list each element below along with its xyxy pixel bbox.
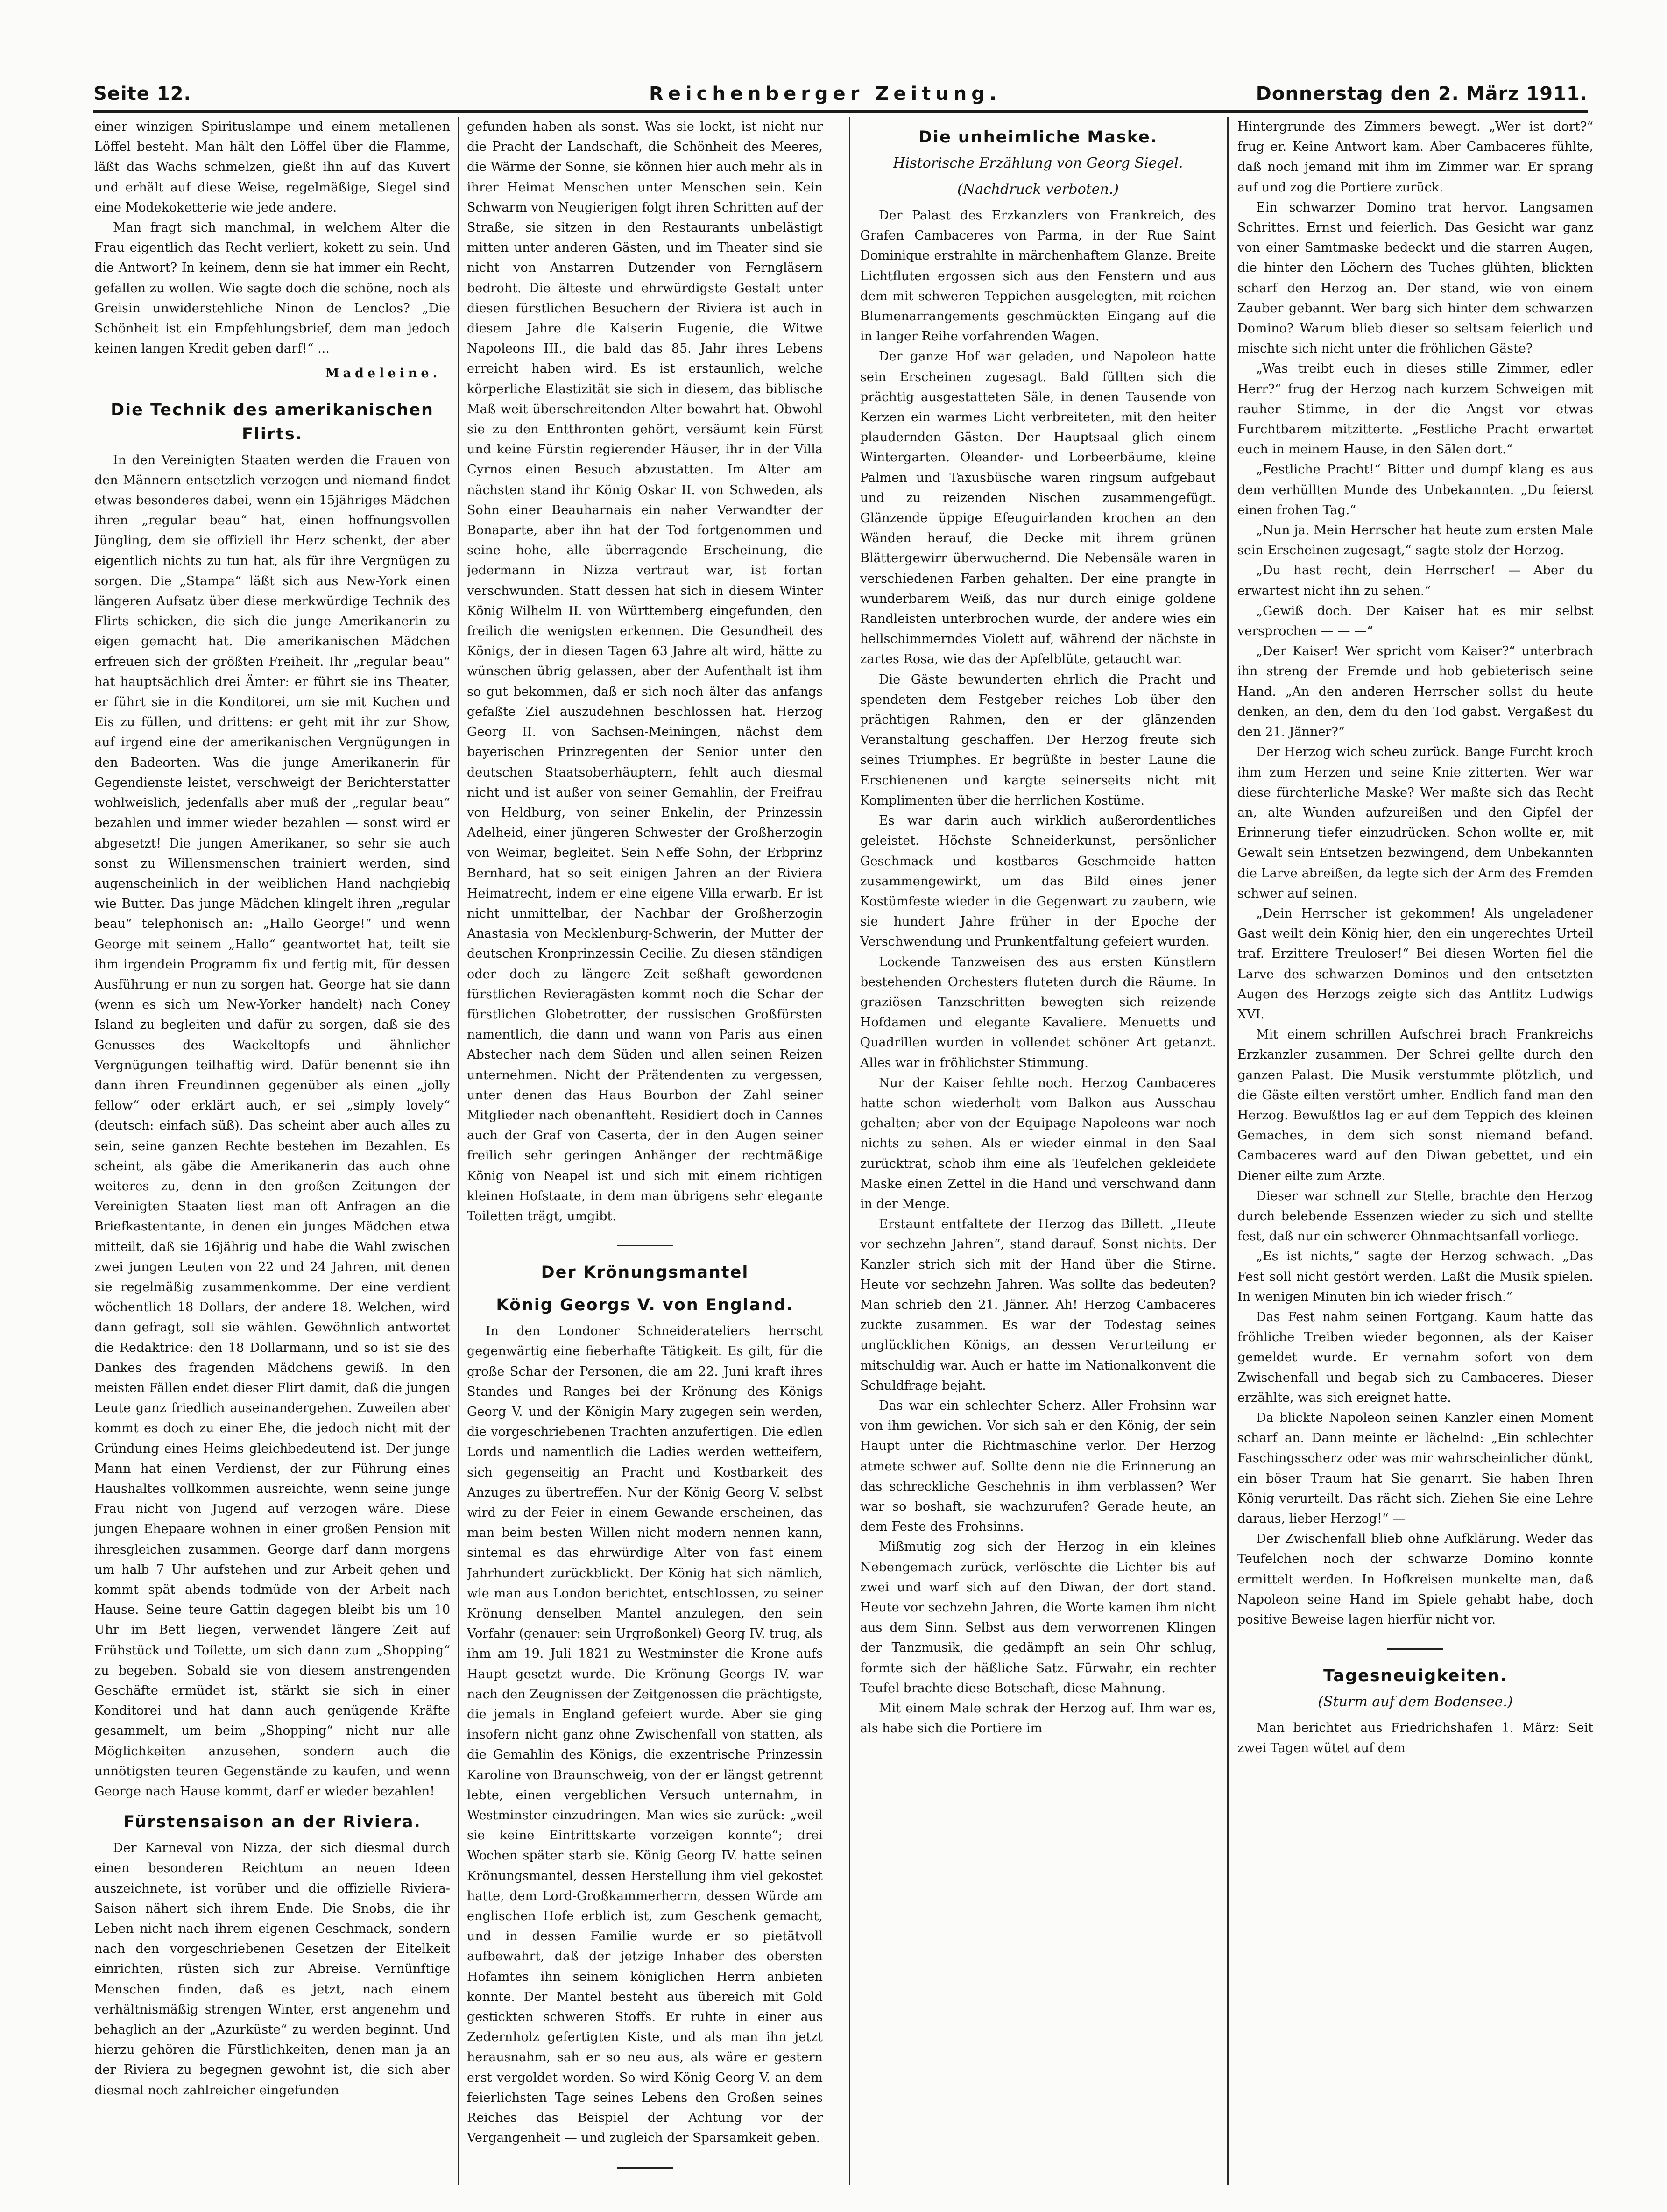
article-paragraph: Der Palast des Erzkanzlers von Frankreich, des Grafen Cambaceres von Parma, in der Rue Saint Dominique erstrahlte in märchenhaftem Glanze. Breite Lichtfluten ergossen sich aus den Fenstern und aus dem mit schweren Teppichen ausgelegten, mit reichen Blumenarrangements geschmückten Eingang auf die in langer Reihe vorfahrenden Wagen. bbox=[860, 208, 1216, 344]
article-separator bbox=[1387, 1648, 1443, 1650]
article-paragraph: Mit einem schrillen Aufschrei brach Frankreichs Erzkanzler zusammen. Der Schrei gellte durch den ganzen Palast. Die Musik verstummte plötzlich, und die Gäste eilten verstört umher. Endlich fand man den Herzog. Bewußtlos lag er auf dem Teppich des kleinen Gemaches, in dem sich sonst niemand befand. Cambaceres ward auf den Diwan gebettet, und ein Diener eilte zum Arzte. bbox=[1237, 1027, 1593, 1183]
article-paragraph: Dieser war schnell zur Stelle, brachte den Herzog durch belebende Essenzen wieder zu sich und stellte fest, daß nur ein schwerer Ohnmachtsanfall vorliege. bbox=[1237, 1188, 1593, 1244]
article-paragraph: Der ganze Hof war geladen, und Napoleon hatte sein Erscheinen zugesagt. Bald füllten sich die prächtig ausgestatteten Säle, in denen Tausende von Kerzen ein warmes Licht verbreiteten, mit den heiter plaudernden Gästen. Der Hauptsaal glich einem Wintergarten. Oleander- und Lorbeerbäume, kleine Palmen und Taxusbüsche waren ringsum aufgebaut und zu reizenden Nischen zusammengefügt. Glänzende üppige Efeuguirlanden krochen an den Wänden herauf, die Decke mit ihrem grünen Blättergewirr überwuchernd. Die Nebensäle waren in verschiedenen Farben gehalten. Der eine prangte in wunderbarem Weiß, das nur durch einige goldene Randleisten unterbrochen wurde, der andere wies ein hellschimmerndes Violett auf, während der nächste in zartes Rosa, wie das der Apfelblüte, getaucht war. bbox=[860, 349, 1216, 667]
article-title-coronation-line2: König Georgs V. von England. bbox=[496, 1296, 794, 1315]
news-item-heading: (Sturm auf dem Bodensee.) bbox=[1318, 1694, 1513, 1710]
article-paragraph: Mißmutig zog sich der Herzog in ein kleines Nebengemach zurück, verlöschte die Lichter bis auf zwei und warf sich auf den Diwan, der dort stand. Heute vor sechzehn Jahren, die Worte kamen ihm nicht aus dem Sinn. Selbst aus dem verworrenen Klingen der Tanzmusik, die gedämpft an sein Ohr schlug, formte sich der häßliche Satz. Fürwahr, ein rechter Teufel brachte diese Botschaft, diese Mahnung. bbox=[860, 1540, 1216, 1696]
newspaper-title: Reichenberger Zeitung. bbox=[649, 83, 1002, 105]
page-number: Seite 12. bbox=[93, 83, 191, 105]
article-paragraph: gefunden haben als sonst. Was sie lockt, ist nicht nur die Pracht der Landschaft, die Schönheit des Meeres, die Wärme der Sonne, sie können hier auch mehr als in ihrer Heimat Menschen unter Menschen sein. Kein Schwarm von Neugierigen folgt ihren Schritten auf der Straße, sie sitzen in den Restaurants unbelästigt mitten unter anderen Gästen, und im Theater sind sie nicht von Anstarren Dutzender von Ferngläsern bedroht. Die älteste und ehrwürdigste Gestalt unter diesen fürstlichen Besuchern der Riviera ist auch in diesem Jahre die Kaiserin Eugenie, die Witwe Napoleons III., die bald das 85. Jahr ihres Lebens erreicht haben wird. Es ist erstaunlich, welche körperliche Elastizität sie sich in diesem, das biblische Maß weit überschreitenden Alter bewahrt hat. Obwohl sie zu den Entthronten gehört, versäumt kein Fürst und keine Fürstin regierender Häuser, ihr in der Villa Cyrnos einen Besuch abzustatten. Im Alter am nächsten stand ihr König Oskar II. von Schweden, als Sohn einer Beauharnais ein naher Verwandter der Bonaparte, aber ihn hat der Tod fortgenommen und seine hohe, alle überragende Erscheinung, die jedermann in Nizza vertraut war, ist fortan verschwunden. Statt dessen hat sich in diesem Winter König Wilhelm II. von Württemberg eingefunden, den freilich die wenigsten erkennen. Die Gesundheit des Königs, der in diesen Tagen 63 Jahre alt wird, hätte zu wünschen übrig gelassen, aber der Aufenthalt ist ihm so gut bekommen, daß er sich noch älter das anfangs gefaßte Ziel auszudehnen beschlossen hat. Herzog Georg II. von Sachsen-Meiningen, nächst dem bayerischen Prinzregenten der Senior unter den deutschen Staatsoberhäuptern, fehlt auch diesmal nicht und ist außer von seiner Gemahlin, der Freifrau von Heldburg, von seiner Enkelin, der Prinzessin Adelheid, einer jüngeren Schwester der Großherzogin von Weimar, begleitet. Sein Neffe Sohn, der Erbprinz Bernhard, hat so seit einigen Jahren an der Riviera Heimatrecht, indem er eine eigene Villa erwarb. Er ist nicht unmittelbar, der Nachbar der Großherzogin Anastasia von Mecklenburg-Schwerin, der Mutter der deutschen Kronprinzessin Cecilie. Zu diesen ständigen oder doch zu längere Zeit seßhaft gewordenen fürstlichen Revieragästen kommt noch die Schar der fürstlichen Globetrotter, der russischen Großfürsten namentlich, die dann und wann von Paris aus einen Abstecher nach dem Süden und allen seinen Reizen unternehmen. Nicht der Prätendenten zu vergessen, unter denen das Haus Bourbon der Zahl seiner Mitglieder nach obenanfteht. Residiert doch in Cannes auch der Graf von Caserta, der in den Augen seiner freilich sehr geringen Anhänger der rechtmäßige König von Neapel ist und sich mit einem richtigen kleinen Hofstaate, in dem man übrigens sehr elegante Toiletten trägt, umgibt. bbox=[467, 120, 823, 1223]
article-paragraph: Das Fest nahm seinen Fortgang. Kaum hatte das fröhliche Treiben wieder begonnen, als der Kaiser gemeldet wurde. Er vernahm sofort von dem Zwischenfall und begab sich zu Cambaceres. Dieser erzählte, was sich ereignet hatte. bbox=[1237, 1309, 1593, 1405]
reprint-note: (Nachdruck verboten.) bbox=[957, 181, 1119, 198]
article-paragraph: In den Vereinigten Staaten werden die Frauen von den Männern entsetzlich verzogen und niemand findet etwas besonderes dabei, wenn ein 15jähriges Mädchen ihren „regular beau“ hat, einen hoffnungsvollen Jüngling, dem sie offiziell ihr Herz schenkt, der aber eigentlich nichts zu tun hat, als für ihre Vergnügen zu sorgen. Die „Stampa“ läßt sich aus New-York einen längeren Aufsatz über diese merkwürdige Technik des Flirts schicken, die sich die junge Amerikanerin zu eigen gemacht hat. Die amerikanischen Mädchen erfreuen sich der größten Freiheit. Ihr „regular beau“ hat hauptsächlich drei Ämter: er führt sie ins Theater, er führt sie in die Konditorei, um sie mit Kuchen und Eis zu füllen, und drittens: er geht mit ihr zur Show, auf irgend eine der amerikanischen Vergnügungen in den Badeorten. Was die junge Amerikanerin für Gegendienste leistet, verschweigt der Berichterstatter wohlweislich, jedenfalls aber muß der „regular beau“ bezahlen und immer wieder bezahlen — sonst wird er abgesetzt! Die jungen Amerikaner, so sehr sie auch sonst zu Willensmenschen trainiert werden, sind augenscheinlich in der weiblichen Hand nachgiebig wie Butter. Das junge Mädchen klingelt ihren „regular beau“ telephonisch an: „Hallo George!“ und wenn George mit seinem „Hallo“ geantwortet hat, teilt sie ihm irgendein Programm fix und fertig mit, für dessen Ausführung er nun zu sorgen hat. George hat sie dann (wenn es sich um New-Yorker handelt) nach Coney Island zu begleiten und dafür zu sorgen, daß sie des Genusses des Wackeltopfs und ähnlicher Vergnügungen teilhaftig wird. Dafür benennt sie ihn dann ihren Freundinnen gegenüber als einen „jolly fellow“ oder erklärt auch, er sei „simply lovely“ (deutsch: einfach süß). Das scheint aber auch alles zu sein, seine ganzen Rechte bestehen im Bezahlen. Es scheint, als gäbe die Amerikanerin das auch ohne weiteres zu, denn in den großen Zeitungen der Vereinigten Staaten liest man oft Anfragen an die Briefkastentante, in denen ein junges Mädchen etwa mitteilt, daß sie 16jährig und habe die Wahl zwischen zwei jungen Leuten von 22 und 24 Jahren, mit denen sie regelmäßig zusammenkomme. Der eine verdient wöchentlich 18 Dollars, der andere 18. Welchen, wird dann gefragt, soll sie wählen. Gewöhnlich antwortet die Redaktrice: den 18 Dollarmann, und so ist sie des Dankes des fragenden Mädchens gewiß. In den meisten Fällen endet dieser Flirt damit, daß die jungen Leute ganz friedlich auseinandergehen. Zuweilen aber kommt es doch zu einer Ehe, die jedoch nicht mit der Gründung eines Heims gleichbedeutend ist. Der junge Mann hat einen Verdienst, der zur Führung eines Haushaltes vollkommen ausreichte, wenn seine junge Frau nicht von Jugend auf verzogen wäre. Diese jungen Ehepaare wohnen in einer großen Pension mit ihresgleichen zusammen. George darf dann morgens um halb 7 Uhr aufstehen und zur Arbeit gehen und kommt spät abends todmüde von der Arbeit nach Hause. Seine teure Gattin dagegen bleibt bis um 10 Uhr im Bett liegen, verwendet längere Zeit auf Frühstück und Toilette, um sich dann zum „Shopping“ zu begeben. Sobald sie von diesem anstrengenden Geschäfte ermüdet ist, stärkt sie sich in einer Konditorei und hat dann auch genügende Kräfte gesammelt, um beim „Shopping“ nicht nur alle Möglichkeiten anzusehen, sondern auch die unnötigsten teuren Gegenstände zu kaufen, und wenn George nach Hause kommt, darf er wieder bezahlen! bbox=[94, 452, 450, 1799]
article-paragraph: Es war darin auch wirklich außerordentliches geleistet. Höchste Schneiderkunst, persönlicher Geschmack und kostbares Geschmeide hatten zusammengewirkt, um das Bild eines jener Kostümfeste wieder in die Gegenwart zu zaubern, wie sie hundert Jahre früher in der Epoche der Verschwendung und Prunkentfaltung gefeiert wurden. bbox=[860, 813, 1216, 949]
article-paragraph: Erstaunt entfaltete der Herzog das Billett. „Heute vor sechzehn Jahren“, stand darauf. Sonst nichts. Der Kanzler strich sich mit der Hand über die Stirne. Heute vor sechzehn Jahren. Was sollte das bedeuten? Man schrieb den 21. Jänner. Ah! Herzog Cambaceres zuckte zusammen. Es war der Todestag seines unglücklichen Königs, an dessen Verurteilung er mitschuldig war. Auch er hatte im Nationalkonvent die Schuldfrage bejaht. bbox=[860, 1217, 1216, 1393]
section-title-news: Tagesneuigkeiten. bbox=[1323, 1667, 1507, 1686]
column-1 bbox=[94, 117, 450, 2185]
column-4 bbox=[1237, 117, 1593, 2185]
article-paragraph: Die Gäste bewunderten ehrlich die Pracht und spendeten dem Festgeber reiches Lob über den prächtigen Rahmen, den er der glänzenden Veranstaltung geschaffen. Der Herzog freute sich seines Triumphes. Er begrüßte in bester Laune die Erschienenen und kargte seinerseits nicht mit Komplimenten über die herrlichen Kostüme. bbox=[860, 672, 1216, 808]
article-paragraph: einer winzigen Spirituslampe und einem metallenen Löffel besteht. Man hält den Löffel über die Flamme, läßt das Wachs schmelzen, gießt ihn auf das Kuvert und erhält auf diese Weise, regelmäßige, Siegel sind eine Modekoketterie wie jede andere. bbox=[94, 120, 450, 215]
article-paragraph: Mit einem Male schrak der Herzog auf. Ihm war es, als habe sich die Portiere im bbox=[860, 1701, 1216, 1736]
article-paragraph: Das war ein schlechter Scherz. Aller Frohsinn war von ihm gewichen. Vor sich sah er den König, der sein Haupt unter die Richtmaschine verlor. Der Herzog atmete schwer auf. Sollte denn nie die Erinnerung an das schreckliche Geschehnis in ihm verblassen? Wer war so boshaft, sie wachzurufen? Gerade heute, an dem Feste des Frohsinns. bbox=[860, 1398, 1216, 1534]
article-paragraph: „Dein Herrscher ist gekommen! Als ungeladener Gast weilt dein König hier, den ein ungerechtes Urteil traf. Erzittere Treuloser!“ Bei diesen Worten fiel die Larve des schwarzen Dominos und den entsetzten Augen des Herzogs zeigte sich das Antlitz Ludwigs XVI. bbox=[1237, 906, 1593, 1022]
article-paragraph: „Festliche Pracht!“ Bitter und dumpf klang es aus dem verhüllten Munde des Unbekannten. „Du feierst einen frohen Tag.“ bbox=[1237, 462, 1593, 517]
article-title-flirt: Die Technik des amerikanischen Flirts. bbox=[111, 400, 434, 444]
author-signature: Madeleine. bbox=[325, 366, 441, 381]
article-title-coronation: Der Krönungsmantel bbox=[541, 1263, 749, 1282]
article-separator bbox=[617, 1245, 673, 1246]
article-paragraph: „Du hast recht, dein Herrscher! — Aber du erwartest nicht ihn zu sehen.“ bbox=[1237, 563, 1593, 598]
article-paragraph: Man berichtet aus Friedrichshafen 1. März: Seit zwei Tagen wütet auf dem bbox=[1237, 1721, 1593, 1756]
article-paragraph: Der Herzog wich scheu zurück. Bange Furcht kroch ihm zum Herzen und seine Knie zitterten. Wer war diese fürchterliche Maske? Wer maßte sich das Recht an, alte Wunden aufzureißen und den Gipfel der Erinnerung tiefer einzudrücken. Schon wollte er, mit Gewalt sein Entsetzen bezwingend, dem Unbekannten die Larve abreißen, da legte sich der Arm des Fremden schwer auf seinen. bbox=[1237, 745, 1593, 901]
article-paragraph: „Gewiß doch. Der Kaiser hat es mir selbst versprochen — — —“ bbox=[1237, 603, 1593, 639]
article-paragraph: Nur der Kaiser fehlte noch. Herzog Cambaceres hatte schon wiederholt vom Balkon aus Ausschau gehalten; aber von der Equipage Napoleons war noch nichts zu sehen. Als er wieder einmal in den Saal zurücktrat, schob ihm eine als Teufelchen gekleidete Maske einen Zettel in die Hand und verschwand dann in der Menge. bbox=[860, 1075, 1216, 1211]
article-paragraph: „Es ist nichts,“ sagte der Herzog schwach. „Das Fest soll nicht gestört werden. Laßt die Musik spielen. In wenigen Minuten bin ich wieder frisch.“ bbox=[1237, 1249, 1593, 1304]
article-paragraph: Man fragt sich manchmal, in welchem Alter die Frau eigentlich das Recht verliert, kokett zu sein. Und die Antwort? In keinem, denn sie hat immer ein Recht, gefallen zu wollen. Wie sagte doch die schöne, noch als Greisin unwiderstehliche Ninon de Lenclos? „Die Schönheit ist ein Empfehlungsbrief, dem man jedoch keinen langen Kredit geben darf!“ ... bbox=[94, 220, 450, 356]
column-divider bbox=[1227, 117, 1229, 2185]
article-title-riviera: Fürstensaison an der Riviera. bbox=[123, 1813, 421, 1832]
article-paragraph: „Was treibt euch in dieses stille Zimmer, edler Herr?“ frug der Herzog nach kurzem Schweigen mit rauher Stimme, in der die Angst vor etwas Furchtbarem mitzitterte. „Festliche Pracht erwartet euch in meinem Hause, in den Sälen dort.“ bbox=[1237, 361, 1593, 457]
article-paragraph: „Nun ja. Mein Herrscher hat heute zum ersten Male sein Erscheinen zugesagt,“ sagte stolz der Herzog. bbox=[1237, 523, 1593, 558]
article-paragraph: Hintergrunde des Zimmers bewegt. „Wer ist dort?“ frug er. Keine Antwort kam. Aber Cambaceres fühlte, daß noch jemand mit ihm im Zimmer war. Er sprang auf und zog die Portiere zurück. bbox=[1237, 120, 1593, 195]
column-divider bbox=[458, 117, 459, 2185]
article-paragraph: „Der Kaiser! Wer spricht vom Kaiser?“ unterbrach ihn streng der Fremde und hob gebieterisch seine Hand. „An den anderen Herrscher sollst du heute denken, an den, dem du den Tod gabst. Vergaßest du den 21. Jänner?“ bbox=[1237, 644, 1593, 740]
article-paragraph: Da blickte Napoleon seinen Kanzler einen Moment scharf an. Dann meinte er lächelnd: „Ein schlechter Faschingsscherz oder was mir wahrscheinlicher dünkt, ein böser Traum hat Sie genarrt. Sie haben Ihren König verurteilt. Das rächt sich. Ziehen Sie eine Lehre daraus, lieber Herzog!“ — bbox=[1237, 1411, 1593, 1526]
article-subtitle: Historische Erzählung von Georg Siegel. bbox=[893, 155, 1183, 171]
issue-date: Donnerstag den 2. März 1911. bbox=[1256, 83, 1588, 105]
header-rule bbox=[93, 110, 1588, 113]
column-3 bbox=[860, 117, 1216, 2185]
article-paragraph: Lockende Tanzweisen des aus ersten Künstlern bestehenden Orchesters fluteten durch die Räume. In graziösen Tanzschritten bewegten sich reizende Hofdamen und elegante Kavaliere. Menuetts und Quadrillen wurden in vollendet schöner Art getanzt. Alles war in fröhlichster Stimmung. bbox=[860, 954, 1216, 1070]
article-paragraph: Der Zwischenfall blieb ohne Aufklärung. Weder das Teufelchen noch der schwarze Domino konnte ermittelt werden. In Hofkreisen munkelte man, daß Napoleon seine Hand im Spiele gehabt habe, doch positive Beweise lagen hierfür nicht vor. bbox=[1237, 1532, 1593, 1627]
column-2 bbox=[467, 117, 823, 2185]
column-divider bbox=[849, 117, 850, 2185]
article-paragraph: Der Karneval von Nizza, der sich diesmal durch einen besonderen Reichtum an neuen Ideen auszeichnete, ist vorüber und die offizielle Riviera-Saison nähert sich ihrem Ende. Die Snobs, die ihr Leben nicht nach ihrem eigenen Geschmack, sondern nach den vorgeschriebenen Gesetzen der Eitelkeit einrichten, rüsten sich zur Abreise. Vernünftige Menschen finden, daß es jetzt, nach einem verhältnismäßig strengen Winter, erst angenehm und behaglich an der „Azurküste“ zu werden beginnt. Und hierzu gehören die Fürstlichkeiten, denen man ja an der Riviera zu begegnen gewohnt ist, die sich aber diesmal noch zahlreicher eingefunden bbox=[94, 1841, 450, 2098]
article-title-mask: Die unheimliche Maske. bbox=[918, 128, 1158, 147]
article-paragraph: In den Londoner Schneiderateliers herrscht gegenwärtig eine fieberhafte Tätigkeit. Es gilt, für die große Schar der Personen, die am 22. Juni kraft ihres Standes und Ranges bei der Krönung des Königs Georg V. und der Königin Mary zugegen sein werden, die vorgeschriebenen Trachten anzufertigen. Die edlen Lords und namentlich die Ladies werden wetteifern, sich gegenseitig an Pracht und Kostbarkeit des Anzuges zu übertreffen. Nur der König Georg V. selbst wird zu der Feier in einem Gewande erscheinen, das man beim besten Willen nicht modern nennen kann, sintemal es das ehrwürdige Alter von fast einem Jahrhundert zurückblickt. Der König hat sich nämlich, wie man aus London berichtet, entschlossen, zu seiner Krönung denselben Mantel anzulegen, den sein Vorfahr (genauer: sein Urgroßonkel) Georg IV. trug, als ihm am 19. Juli 1821 zu Westminster die Krone aufs Haupt gesetzt wurde. Die Krönung Georgs IV. war nach den Zeugnissen der Zeitgenossen die prächtigste, die jemals in England gefeiert wurde. Aber sie ging insofern nicht ganz ohne Zwischenfall von statten, als die Gemahlin des Königs, die exzentrische Prinzessin Karoline von Braunschweig, von der er längst getrennt lebte, einen vergeblichen Versuch unternahm, in Westminster einzudringen. Man wies sie zurück: „weil sie keine Eintrittskarte vorzeigen konnte“; drei Wochen später starb sie. König Georg IV. hatte seinen Krönungsmantel, dessen Herstellung ihm viel gekostet hatte, dem Lord-Großkammerherrn, dessen Würde am englischen Hofe erblich ist, zum Geschenk gemacht, und in dessen Familie wurde er so pietätvoll aufbewahrt, daß der jetzige Inhaber des obersten Hofamtes ihn seinem königlichen Herrn anbieten konnte. Der Mantel besteht aus übereich mit Gold gestickten schweren Stoffs. Er ruhte in einer aus Zedernholz gefertigten Kiste, und als man ihn jetzt herausnahm, sah er so neu aus, als wäre er gestern erst vergoldet worden. So wird König Georg V. an dem feierlichsten Tage seines Lebens den Großen seines Reiches das Beispiel der Achtung vor der Vergangenheit — und zugleich der Sparsamkeit geben. bbox=[467, 1324, 823, 2146]
article-paragraph: Ein schwarzer Domino trat hervor. Langsamen Schrittes. Ernst und feierlich. Das Gesicht war ganz von einer Samtmaske bedeckt und die starren Augen, die hinter den Löchern des Tuches glühten, blickten scharf den Herzog an. Der stand, wie von einem Zauber gebannt. Wer barg sich hinter dem schwarzen Domino? Warum blieb dieser so seltsam feierlich und mischte sich nicht unter die fröhlichen Gäste? bbox=[1237, 200, 1593, 356]
article-separator bbox=[617, 2167, 673, 2169]
